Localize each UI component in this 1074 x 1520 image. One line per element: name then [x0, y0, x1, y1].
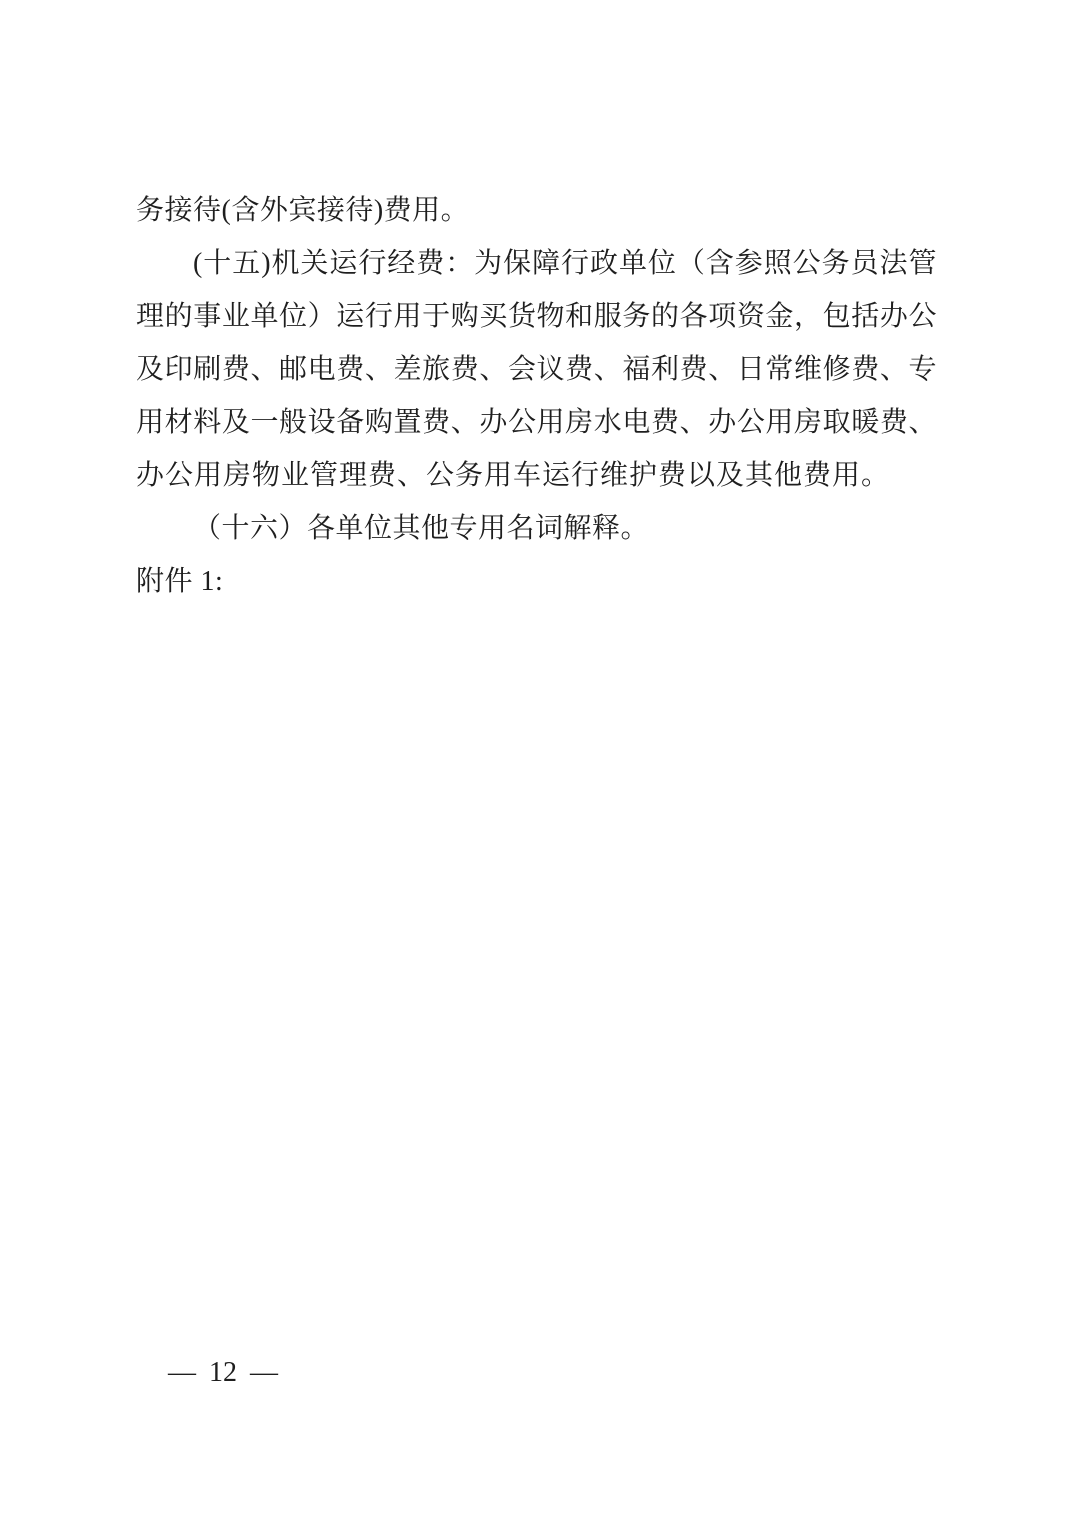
page-number-right-dash: —	[250, 1357, 278, 1388]
page-number-footer	[168, 1357, 278, 1389]
body-line-item-15-end: 办公用房物业管理费、公务用车运行维护费以及其他费用。	[136, 460, 891, 491]
body-line-continuation: 务接待(含外宾接待)费用。	[136, 195, 470, 226]
body-line-item-15-cont-2: 及印刷费、邮电费、差旅费、会议费、福利费、日常维修费、专	[136, 354, 937, 385]
body-line-item-15-cont-3: 用材料及一般设备购置费、办公用房水电费、办公用房取暖费、	[136, 407, 937, 438]
page-number-left-dash: —	[168, 1357, 196, 1388]
body-line-item-15-cont-1: 理的事业单位）运行用于购买货物和服务的各项资金，包括办公	[136, 301, 937, 332]
attachment-label: 附件 1:	[136, 566, 224, 597]
body-line-item-15-start: (十五)机关运行经费：为保障行政单位（含参照公务员法管	[193, 248, 937, 279]
page-number: 12	[209, 1357, 237, 1388]
body-line-item-16: （十六）各单位其他专用名词解释。	[193, 513, 650, 544]
document-body	[136, 184, 937, 608]
